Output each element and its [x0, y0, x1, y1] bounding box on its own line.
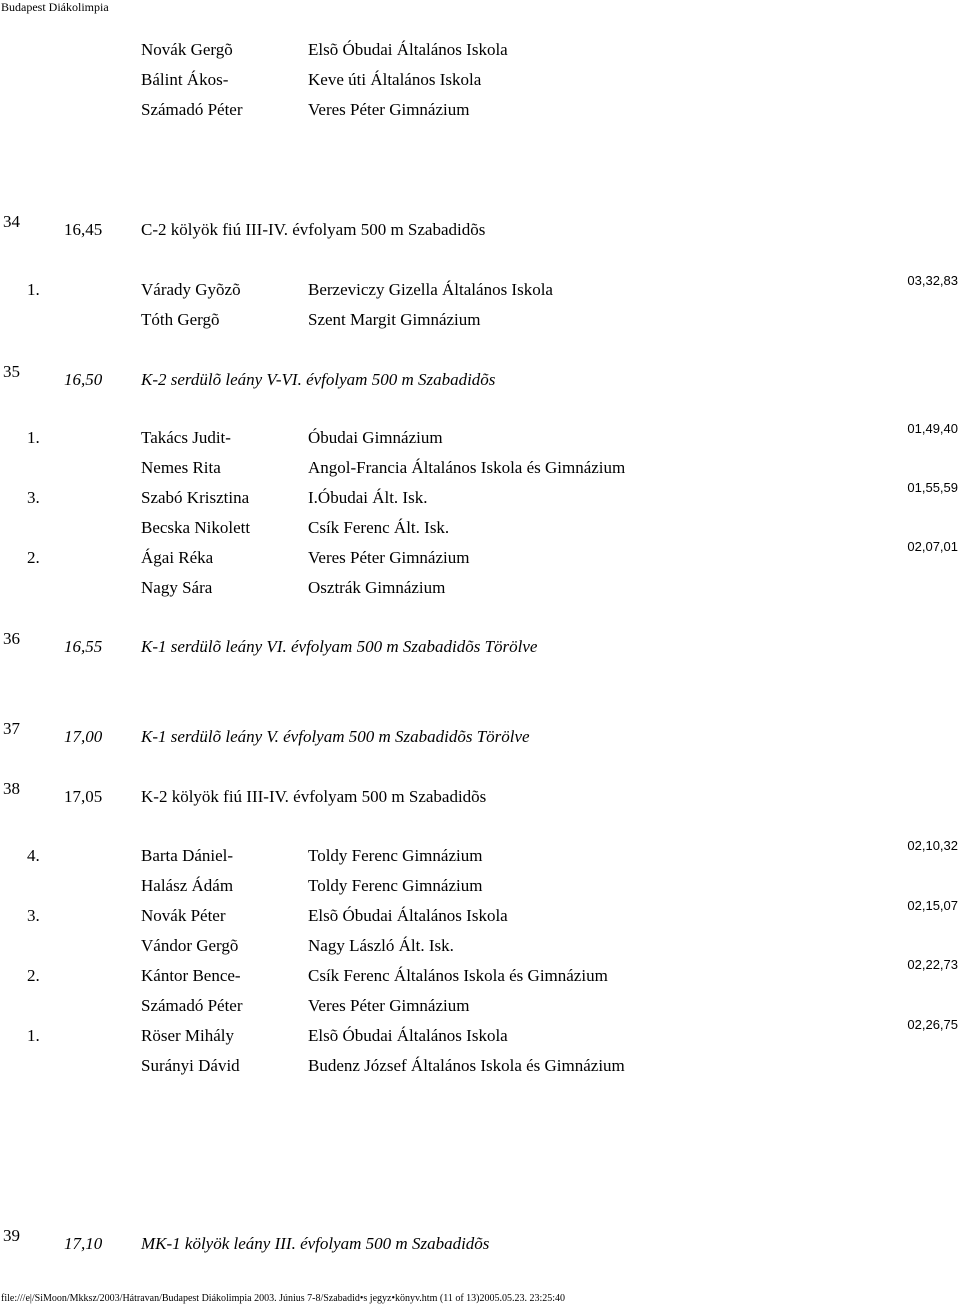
- event-title: K-2 serdülõ leány V-VI. évfolyam 500 m Szabadidõs: [141, 370, 496, 389]
- school-name: Elsõ Óbudai Általános Iskola: [308, 40, 508, 59]
- athlete-name: Barta Dániel-: [141, 846, 234, 865]
- school-name: Berzeviczy Gizella Általános Iskola: [308, 280, 553, 299]
- athlete-name: Számadó Péter: [141, 100, 243, 119]
- athlete-name: Surányi Dávid: [141, 1056, 240, 1075]
- event-time: 16,55: [64, 637, 103, 656]
- place: 1.: [27, 1026, 40, 1045]
- place: 2.: [27, 548, 40, 567]
- event-time: 17,00: [64, 727, 103, 746]
- event-title: K-1 serdülõ leány V. évfolyam 500 m Szabadidõs Törölve: [141, 727, 530, 746]
- athlete-name: Novák Gergõ: [141, 40, 233, 59]
- school-name: Elsõ Óbudai Általános Iskola: [308, 1026, 508, 1045]
- event-number: 34: [3, 212, 20, 231]
- page-footer-path: file:///e|/SiMoon/Mkksz/2003/Hátravan/Budapest Diákolimpia 2003. Június 7-8/Szabadid•s jegyz•könyv.htm (11 of 13)2005.05.23. 23:25:40: [1, 1293, 566, 1304]
- school-name: Budenz József Általános Iskola és Gimnázium: [308, 1056, 625, 1075]
- result-time: 02,15,07: [907, 898, 958, 913]
- athlete-name: Számadó Péter: [141, 996, 243, 1015]
- athlete-name: Takács Judit-: [141, 428, 231, 447]
- result-time: 03,32,83: [907, 273, 958, 288]
- athlete-name: Kántor Bence-: [141, 966, 241, 985]
- athlete-name: Tóth Gergõ: [141, 310, 220, 329]
- page-header-title: Budapest Diákolimpia: [1, 0, 109, 14]
- event-number: 39: [3, 1226, 20, 1245]
- school-name: Szent Margit Gimnázium: [308, 310, 481, 329]
- athlete-name: Nagy Sára: [141, 578, 213, 597]
- event-time: 16,45: [64, 220, 103, 239]
- school-name: Veres Péter Gimnázium: [308, 996, 470, 1015]
- school-name: Csík Ferenc Ált. Isk.: [308, 518, 450, 537]
- event-number: 36: [3, 629, 20, 648]
- athlete-name: Ágai Réka: [141, 548, 214, 567]
- athlete-name: Szabó Krisztina: [141, 488, 250, 507]
- school-name: Csík Ferenc Általános Iskola és Gimnázium: [308, 966, 608, 985]
- place: 1.: [27, 280, 40, 299]
- event-number: 38: [3, 779, 20, 798]
- school-name: Veres Péter Gimnázium: [308, 548, 470, 567]
- athlete-name: Röser Mihály: [141, 1026, 235, 1045]
- school-name: Veres Péter Gimnázium: [308, 100, 470, 119]
- school-name: Óbudai Gimnázium: [308, 428, 443, 447]
- school-name: Toldy Ferenc Gimnázium: [308, 846, 483, 865]
- athlete-name: Novák Péter: [141, 906, 226, 925]
- place: 3.: [27, 906, 40, 925]
- place: 4.: [27, 846, 40, 865]
- event-time: 16,50: [64, 370, 103, 389]
- athlete-name: Halász Ádám: [141, 876, 234, 895]
- event-title: K-2 kölyök fiú III-IV. évfolyam 500 m Szabadidõs: [141, 787, 487, 806]
- place: 3.: [27, 488, 40, 507]
- school-name: Osztrák Gimnázium: [308, 578, 446, 597]
- event-number: 35: [3, 362, 20, 381]
- athlete-name: Bálint Ákos-: [141, 70, 229, 89]
- result-time: 02,26,75: [907, 1017, 958, 1032]
- event-time: 17,05: [64, 787, 103, 806]
- event-time: 17,10: [64, 1234, 103, 1253]
- school-name: Toldy Ferenc Gimnázium: [308, 876, 483, 895]
- place: 1.: [27, 428, 40, 447]
- athlete-name: Várady Gyõzõ: [141, 280, 241, 299]
- school-name: Nagy László Ált. Isk.: [308, 936, 454, 955]
- event-number: 37: [3, 719, 20, 738]
- school-name: Angol-Francia Általános Iskola és Gimnázium: [308, 458, 626, 477]
- result-time: 02,10,32: [907, 838, 958, 853]
- result-time: 02,22,73: [907, 957, 958, 972]
- school-name: I.Óbudai Ált. Isk.: [308, 488, 428, 507]
- event-title: K-1 serdülõ leány VI. évfolyam 500 m Szabadidõs Törölve: [141, 637, 538, 656]
- result-time: 01,49,40: [907, 421, 958, 436]
- athlete-name: Nemes Rita: [141, 458, 221, 477]
- event-title: MK-1 kölyök leány III. évfolyam 500 m Szabadidõs: [141, 1234, 490, 1253]
- event-title: C-2 kölyök fiú III-IV. évfolyam 500 m Szabadidõs: [141, 220, 486, 239]
- athlete-name: Vándor Gergõ: [141, 936, 239, 955]
- result-time: 02,07,01: [907, 539, 958, 554]
- school-name: Elsõ Óbudai Általános Iskola: [308, 906, 508, 925]
- athlete-name: Becska Nikolett: [141, 518, 251, 537]
- result-time: 01,55,59: [907, 480, 958, 495]
- place: 2.: [27, 966, 40, 985]
- school-name: Keve úti Általános Iskola: [308, 70, 482, 89]
